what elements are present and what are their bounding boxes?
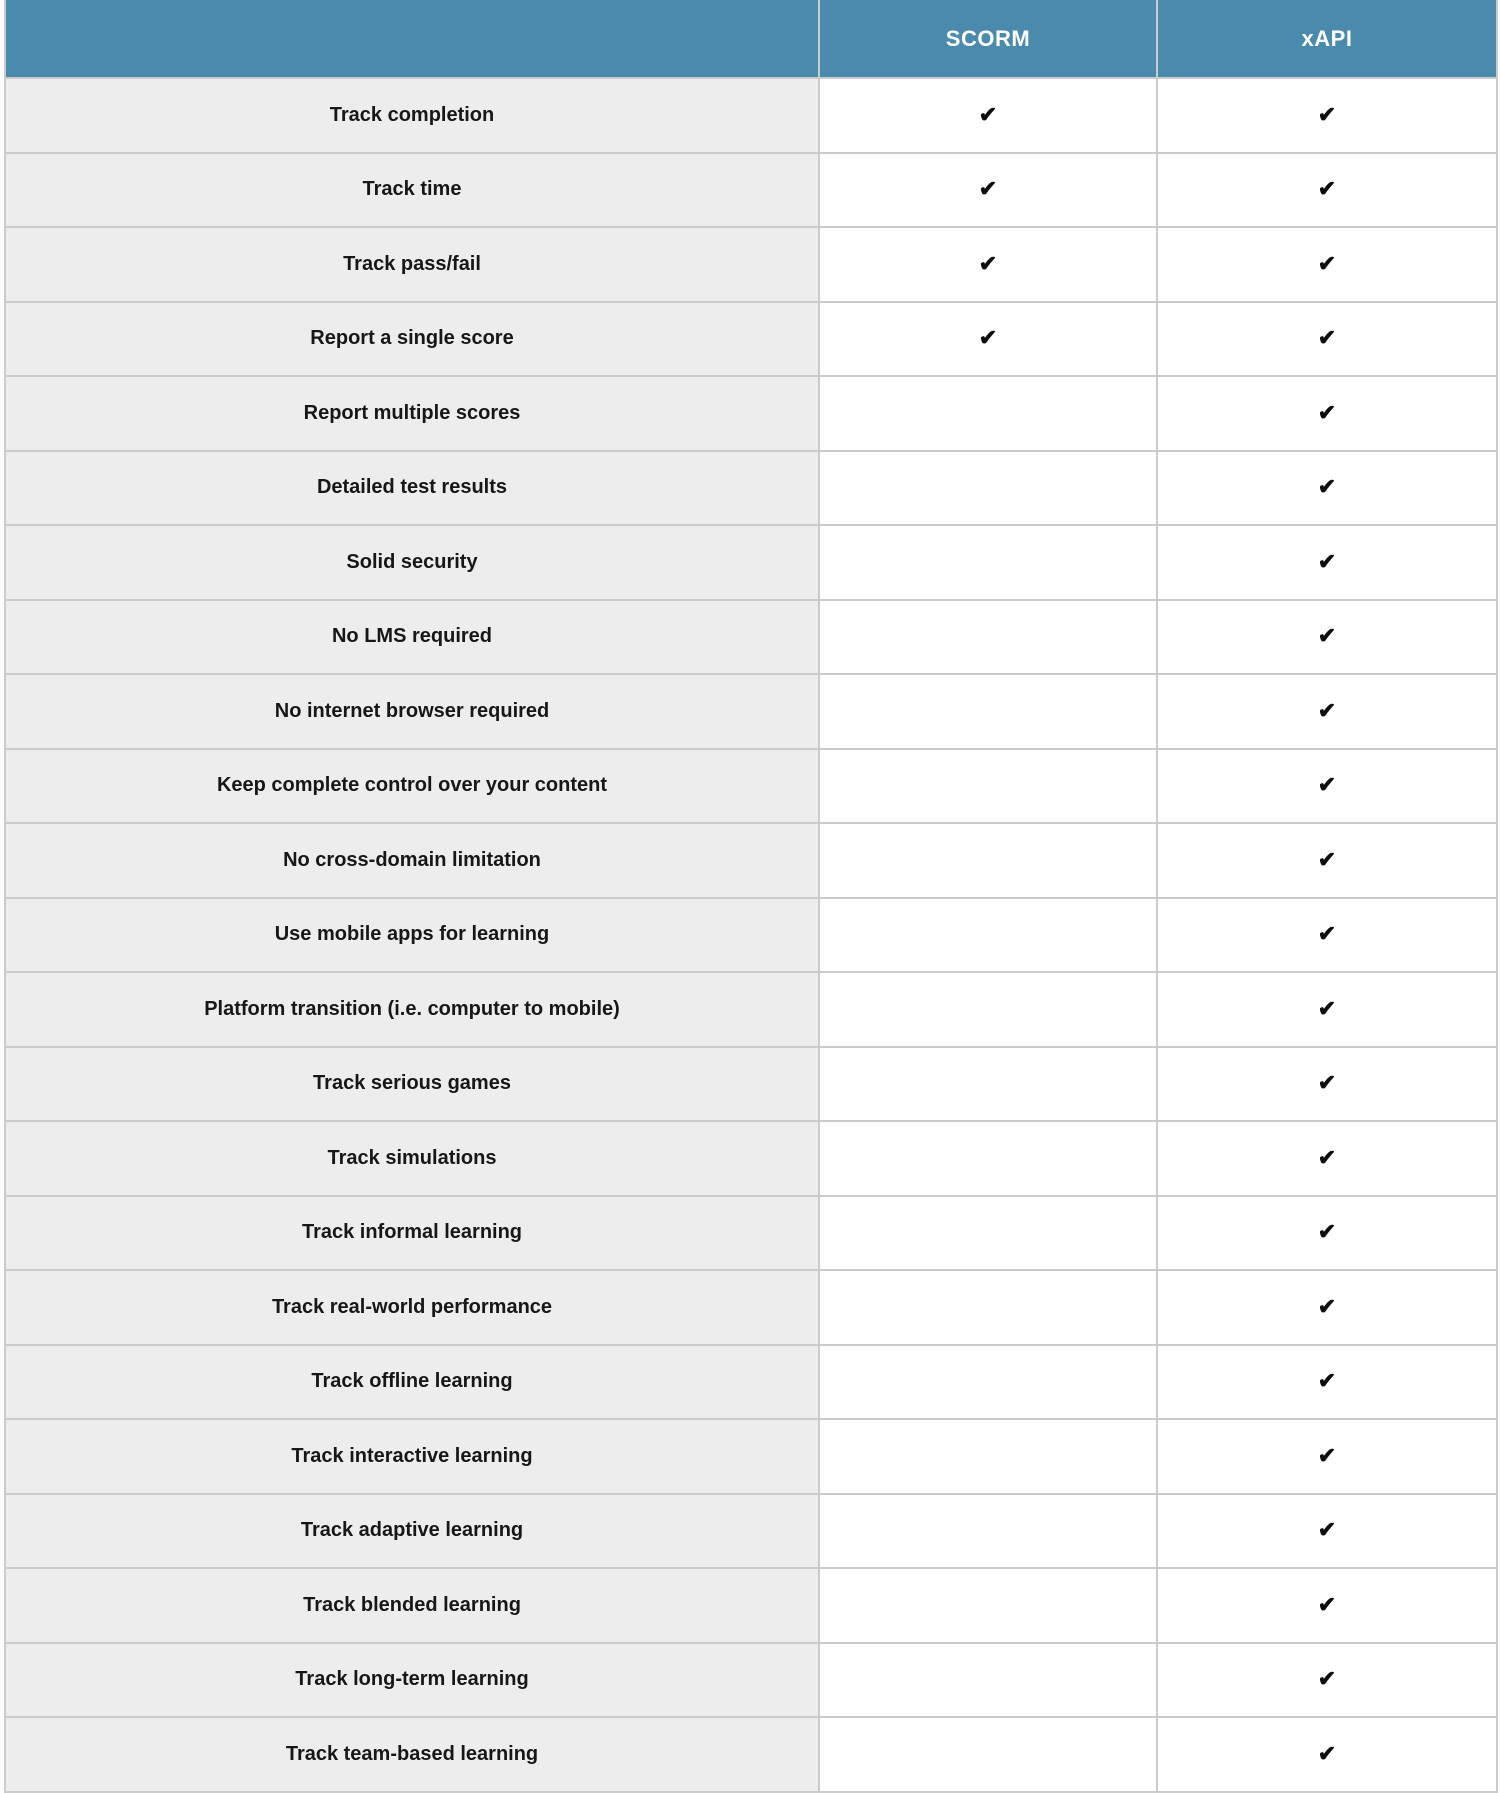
feature-label: No LMS required [5,600,819,675]
table-row [5,823,1497,898]
table-row [5,972,1497,1047]
check-icon: ✔ [1317,399,1337,425]
xapi-support-cell [1157,451,1497,526]
table-row [5,376,1497,451]
scorm-support-cell [819,1047,1157,1122]
feature-label: Platform transition (i.e. computer to mobile) [5,972,819,1047]
table-row [5,78,1497,153]
check-icon: ✔ [978,176,998,202]
xapi-support-cell [1157,823,1497,898]
scorm-support-cell [819,153,1157,228]
table-row [5,1494,1497,1569]
feature-label: No cross-domain limitation [5,823,819,898]
check-icon: ✔ [978,250,998,276]
check-icon: ✔ [978,101,998,127]
scorm-support-cell [819,1717,1157,1792]
check-icon: ✔ [1317,1144,1337,1170]
table-row [5,153,1497,228]
table-row [5,1345,1497,1420]
feature-label: Keep complete control over your content [5,749,819,824]
scorm-support-cell [819,749,1157,824]
table-row [5,1643,1497,1718]
feature-label: Track blended learning [5,1568,819,1643]
check-icon: ✔ [1317,995,1337,1021]
table-row [5,600,1497,675]
scorm-support-cell [819,78,1157,153]
feature-label: Track team-based learning [5,1717,819,1792]
xapi-support-cell [1157,1419,1497,1494]
check-icon: ✔ [1317,921,1337,947]
table-row [5,525,1497,600]
check-icon: ✔ [1317,846,1337,872]
check-icon: ✔ [1317,474,1337,500]
table-body [5,78,1497,1792]
scorm-support-cell [819,823,1157,898]
check-icon: ✔ [1317,697,1337,723]
feature-label: Report a single score [5,302,819,377]
scorm-support-cell [819,525,1157,600]
xapi-column-header: xAPI [1157,0,1497,78]
xapi-support-cell [1157,525,1497,600]
xapi-support-cell [1157,1643,1497,1718]
feature-label: Track adaptive learning [5,1494,819,1569]
feature-label: Track real-world performance [5,1270,819,1345]
xapi-support-cell [1157,972,1497,1047]
table-row [5,749,1497,824]
feature-label: Track completion [5,78,819,153]
table-row [5,674,1497,749]
feature-label: Track long-term learning [5,1643,819,1718]
xapi-support-cell [1157,227,1497,302]
scorm-support-cell [819,600,1157,675]
comparison-table [4,0,1498,1793]
xapi-support-cell [1157,376,1497,451]
check-icon: ✔ [1317,772,1337,798]
check-icon: ✔ [1317,1293,1337,1319]
xapi-support-cell [1157,898,1497,973]
xapi-support-cell [1157,1717,1497,1792]
scorm-support-cell [819,1568,1157,1643]
xapi-support-cell [1157,749,1497,824]
table-row [5,1047,1497,1122]
scorm-support-cell [819,302,1157,377]
feature-label: Track offline learning [5,1345,819,1420]
feature-label: Use mobile apps for learning [5,898,819,973]
scorm-support-cell [819,1643,1157,1718]
check-icon: ✔ [1317,1368,1337,1394]
feature-label: Track pass/fail [5,227,819,302]
check-icon: ✔ [1317,176,1337,202]
check-icon: ✔ [1317,1591,1337,1617]
table-row [5,227,1497,302]
check-icon: ✔ [1317,1740,1337,1766]
feature-label: Track interactive learning [5,1419,819,1494]
xapi-support-cell [1157,1121,1497,1196]
table-row [5,1568,1497,1643]
table-row [5,1717,1497,1792]
check-icon: ✔ [1317,325,1337,351]
scorm-support-cell [819,1270,1157,1345]
xapi-support-cell [1157,1270,1497,1345]
check-icon: ✔ [1317,1070,1337,1096]
xapi-support-cell [1157,674,1497,749]
table-header [5,0,1497,78]
table-row [5,451,1497,526]
xapi-support-cell [1157,1196,1497,1271]
check-icon: ✔ [1317,623,1337,649]
check-icon: ✔ [1317,1666,1337,1692]
scorm-support-cell [819,1494,1157,1569]
scorm-support-cell [819,227,1157,302]
check-icon: ✔ [1317,1219,1337,1245]
scorm-support-cell [819,674,1157,749]
scorm-support-cell [819,972,1157,1047]
xapi-support-cell [1157,1345,1497,1420]
scorm-support-cell [819,376,1157,451]
xapi-support-cell [1157,1494,1497,1569]
feature-column-header [5,0,819,78]
scorm-support-cell [819,1345,1157,1420]
header-row [5,0,1497,78]
scorm-support-cell [819,1121,1157,1196]
xapi-support-cell [1157,600,1497,675]
scorm-support-cell [819,898,1157,973]
table-row [5,1121,1497,1196]
check-icon: ✔ [1317,1442,1337,1468]
scorm-support-cell [819,1196,1157,1271]
xapi-support-cell [1157,302,1497,377]
scorm-column-header: SCORM [819,0,1157,78]
check-icon: ✔ [1317,548,1337,574]
xapi-support-cell [1157,78,1497,153]
scorm-support-cell [819,1419,1157,1494]
table-row [5,1270,1497,1345]
scorm-support-cell [819,451,1157,526]
xapi-support-cell [1157,1568,1497,1643]
check-icon: ✔ [978,325,998,351]
check-icon: ✔ [1317,250,1337,276]
feature-label: Track simulations [5,1121,819,1196]
table-row [5,1196,1497,1271]
feature-label: Track time [5,153,819,228]
feature-label: Report multiple scores [5,376,819,451]
table-row [5,1419,1497,1494]
xapi-support-cell [1157,153,1497,228]
check-icon: ✔ [1317,1517,1337,1543]
check-icon: ✔ [1317,101,1337,127]
xapi-support-cell [1157,1047,1497,1122]
feature-label: Track serious games [5,1047,819,1122]
table-row [5,898,1497,973]
feature-label: No internet browser required [5,674,819,749]
feature-label: Solid security [5,525,819,600]
table-row [5,302,1497,377]
feature-label: Track informal learning [5,1196,819,1271]
feature-label: Detailed test results [5,451,819,526]
